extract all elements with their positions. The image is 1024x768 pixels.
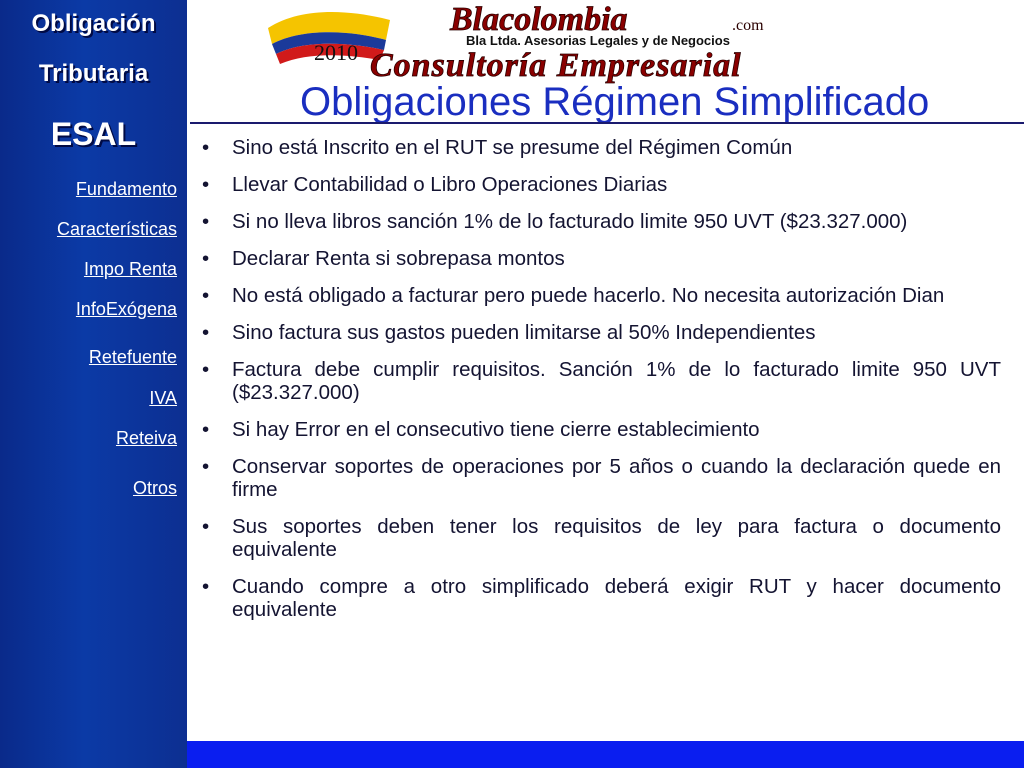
sidebar xyxy=(0,0,187,768)
list-item: • Sus soportes deben tener los requisitos de ley para factura o documento equivalente xyxy=(196,515,1001,561)
sidebar-title-obligacion: Obligación xyxy=(31,10,156,37)
list-item: • Sino está Inscrito en el RUT se presume del Régimen Común xyxy=(196,136,1001,159)
list-item: • No está obligado a facturar pero puede hacerlo. No necesita autorización Dian xyxy=(196,284,1001,307)
sidebar-link-caracteristicas[interactable]: Características xyxy=(56,219,177,239)
list-item: • Factura debe cumplir requisitos. Sanción 1% de lo facturado limite 950 UVT ($23.327.000) xyxy=(196,358,1001,404)
sidebar-link-otros[interactable]: Otros xyxy=(132,478,177,498)
sidebar-link-retefuente[interactable]: Retefuente xyxy=(88,347,177,367)
svg-text:.com: .com xyxy=(732,17,764,34)
sidebar-link-fundamento[interactable]: Fundamento xyxy=(75,179,177,199)
sidebar-link-infoexogena[interactable]: InfoExógena xyxy=(75,299,177,319)
sidebar-title-tributaria: Tributaria xyxy=(38,60,149,87)
list-item: • Si no lleva libros sanción 1% de lo facturado limite 950 UVT ($23.327.000) xyxy=(196,210,1001,233)
list-item: • Sino factura sus gastos pueden limitarse al 50% Independientes xyxy=(196,321,1001,344)
sidebar-link-reteiva[interactable]: Reteiva xyxy=(115,428,177,448)
footer-bar xyxy=(187,741,1024,768)
page-title: Obligaciones Régimen Simplificado xyxy=(300,80,930,124)
svg-text:2010: 2010 xyxy=(314,40,358,65)
svg-text:Consultoría Empresarial: Consultoría Empresarial xyxy=(370,47,742,84)
list-item: • Si hay Error en el consecutivo tiene cierre establecimiento xyxy=(196,418,1001,441)
bullet-list xyxy=(196,136,1001,621)
svg-text:Bla Ltda. Asesorias Legales y: Bla Ltda. Asesorias Legales y de Negocios xyxy=(466,33,730,48)
list-item: • Declarar Renta si sobrepasa montos xyxy=(196,247,1001,270)
sidebar-link-impo-renta[interactable]: Impo Renta xyxy=(83,259,177,279)
svg-text:Blacolombia: Blacolombia xyxy=(450,1,628,38)
list-item: • Llevar Contabilidad o Libro Operaciones Diarias xyxy=(196,173,1001,196)
list-item: • Conservar soportes de operaciones por 5 años o cuando la declaración quede en firme xyxy=(196,455,1001,501)
main-content xyxy=(196,136,1001,635)
sidebar-title-esal: ESAL xyxy=(50,116,137,152)
list-item: • Cuando compre a otro simplificado deberá exigir RUT y hacer documento equivalente xyxy=(196,575,1001,621)
sidebar-link-iva[interactable]: IVA xyxy=(149,388,177,408)
title-divider xyxy=(190,122,1024,124)
company-logo xyxy=(262,0,872,92)
